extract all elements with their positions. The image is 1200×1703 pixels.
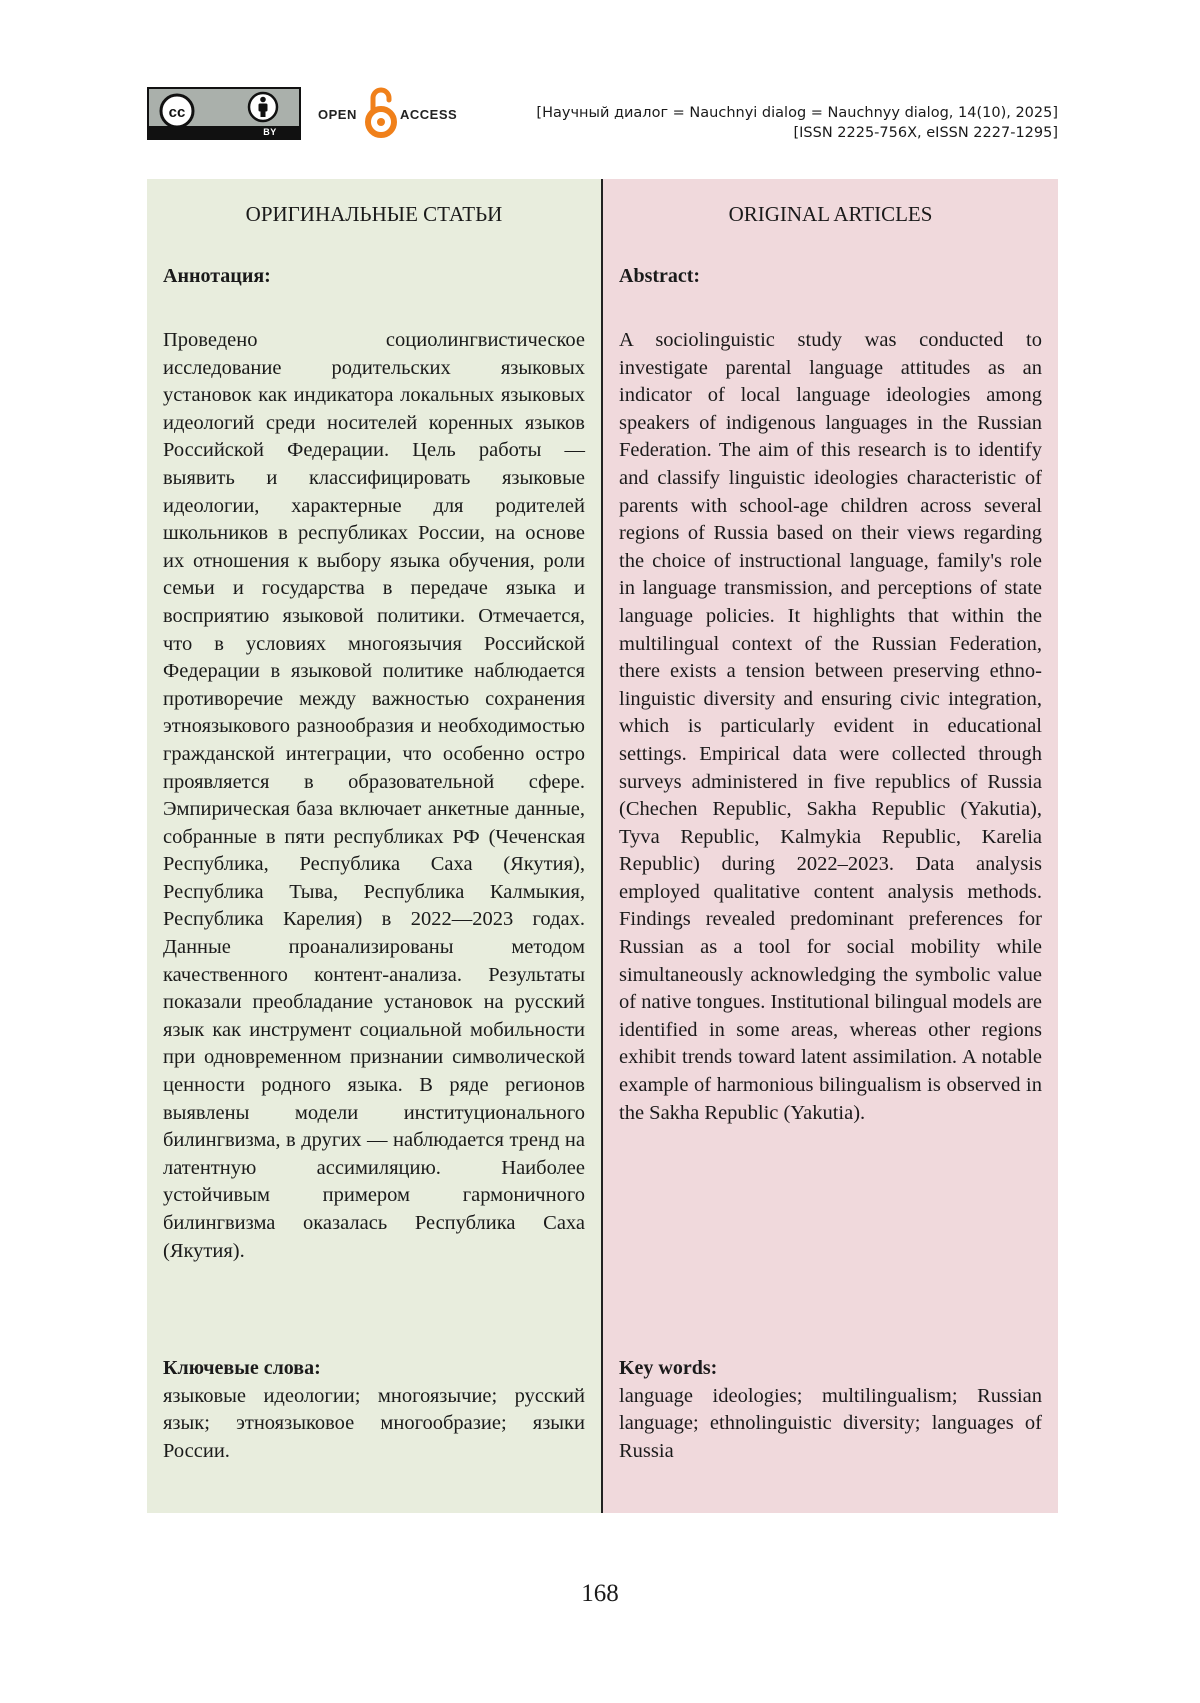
journal-reference bbox=[536, 103, 1058, 143]
journal-citation-line: [Научный диалог = Nauchnyi dialog = Nauchnyy dialog, 14(10), 2025] bbox=[536, 105, 1058, 121]
russian-abstract-label: Аннотация: bbox=[163, 265, 271, 287]
page-number: 168 bbox=[581, 1580, 619, 1607]
russian-section-title: ОРИГИНАЛЬНЫЕ СТАТЬИ bbox=[245, 202, 503, 226]
license-by-label: BY bbox=[263, 127, 277, 137]
english-abstract-column bbox=[603, 179, 1058, 1513]
open-access-access-label: ACCESS bbox=[400, 107, 458, 122]
open-access-logo bbox=[318, 84, 468, 140]
open-access-open-label: OPEN bbox=[318, 107, 357, 122]
russian-keywords-text: языковые идеологии; многоязычие; русский язык; этноязыковое многообразие; языки России. bbox=[163, 1384, 585, 1462]
russian-keywords-label: Ключевые слова: bbox=[163, 1357, 321, 1379]
russian-abstract-text: Проведено социолингвистическое исследование родительских языковых установок как индикатора локальных языковых идеологий среди носителей коренных языков Российской Федерации. Цель работы — выявить и классифицировать языковые идеологии, характерные для родителей школьников в республиках России, на основе их отношения к выбору языка обучения, роли семьи и государства в передаче языка и восприятию языковой политики. Отмечается, что в условиях многоязычия Российской Федерации в языковой политике наблюдается противоречие между важностью сохранения этноязыкового разнообразия и необходимостью гражданской интеграции, что особенно остро проявляется в образовательной сфере. Эмпирическая база включает анкетные данные, собранные в пяти республиках РФ (Чеченская Республика, Республика Саха (Якутия), Республика Тыва, Республика Калмыкия, Республика Карелия) в 2022—2023 годах. Данные проанализированы методом качественного контент-анализа. Результаты показали преобладание установок на русский язык как инструмент социальной мобильности при одновременном признании символической ценности родного языка. В ряде регионов выявлены модели институционального билингвизма, в других — наблюдается тренд на латентную ассимиляцию. Наиболее устойчивым примером гармоничного билингвизма оказалась Республика Саха (Якутия). bbox=[163, 329, 585, 1262]
journal-issn-line: [ISSN 2225-756X, eISSN 2227-1295] bbox=[793, 125, 1058, 141]
english-keywords-text: language ideologies; multilingualism; Russian language; ethnolinguistic diversity; languages of Russia bbox=[619, 1384, 1042, 1462]
english-abstract-label: Abstract: bbox=[619, 265, 701, 287]
russian-abstract-column bbox=[147, 179, 603, 1513]
english-keywords-block bbox=[619, 1355, 1042, 1465]
creative-commons-icon bbox=[159, 93, 195, 129]
english-abstract-text: A sociolinguistic study was conducted to investigate parental language attitudes as an indicator of local language ideologies among speakers of indigenous languages in the Russian Federation. The aim of this research is to identify and classify linguistic ideologies characteristic of parents with school-age children across several regions of Russia based on their views regarding the choice of instructional language, family's role in language transmission, and perceptions of state language policies. It highlights that within the multilingual context of the Russian Federation, there exists a tension between preserving ethno-linguistic diversity and ensuring civic integration, which is particularly evident in educational settings. Empirical data were collected through surveys administered in five republics of Russia (Chechen Republic, Sakha Republic (Yakutia), Tyva Republic, Kalmykia Republic, Karelia Republic) during 2022–2023. Data analysis employed qualitative content analysis methods. Findings revealed predominant preferences for Russian as a tool for social mobility while simultaneously acknowledging the symbolic value of native tongues. Institutional bilingual models are identified in some areas, whereas other regions exhibit trends toward latent assimilation. A notable example of harmonious bilingualism is observed in the Sakha Republic (Yakutia). bbox=[619, 329, 1043, 1124]
english-keywords-label: Key words: bbox=[619, 1357, 718, 1379]
cc-by-license-badge bbox=[147, 87, 301, 140]
english-section-title: ORIGINAL ARTICLES bbox=[728, 202, 933, 226]
svg-text:cc: cc bbox=[168, 104, 186, 121]
open-access-lock-icon bbox=[364, 84, 398, 140]
russian-keywords-block bbox=[163, 1355, 585, 1465]
attribution-person-icon bbox=[247, 91, 279, 123]
